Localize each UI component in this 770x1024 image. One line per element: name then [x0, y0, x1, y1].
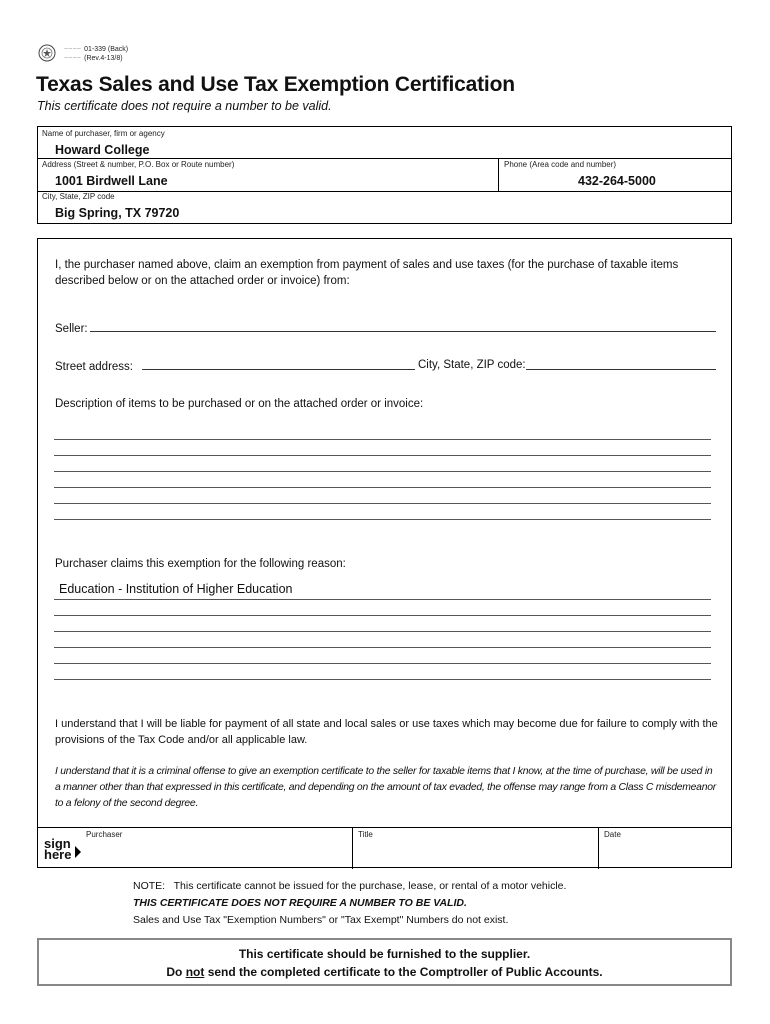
street-address-input-line[interactable]	[142, 369, 415, 370]
purchaser-name-field[interactable]: Howard College	[55, 143, 150, 157]
sign-here-marker: sign here	[44, 836, 72, 862]
seller-city-state-zip-label: City, State, ZIP code:	[418, 359, 526, 371]
purchaser-name-label: Name of purchaser, firm or agency	[42, 129, 165, 138]
do-not-send-text: Do not send the completed certificate to the Comptroller of Public Accounts.	[166, 965, 603, 979]
exemption-claim-box	[37, 238, 732, 868]
arrow-right-icon	[75, 846, 81, 858]
reason-line[interactable]	[54, 631, 711, 632]
criminal-offense-statement: I understand that it is a criminal offense to give an exemption certificate to the seller for taxable items that I know, at the time of purchase, will be used in a manner other than that expressed in this certificate, and depending on the amount of tax evaded, the offense may range from a Class C misdemeanor to a felony of the second degree.	[55, 766, 716, 809]
date-field[interactable]	[602, 840, 727, 868]
city-state-zip-field[interactable]: Big Spring, TX 79720	[55, 206, 180, 220]
address-label: Address (Street & number, P.O. Box or Route number)	[42, 160, 235, 169]
form-subtitle: This certificate does not require a number to be valid.	[37, 99, 332, 113]
purchaser-info-box	[37, 126, 732, 224]
description-line[interactable]	[54, 455, 711, 456]
exemption-numbers-note: Sales and Use Tax "Exemption Numbers" or "Tax Exempt" Numbers do not exist.	[133, 914, 509, 926]
form-revision: (Rev.4-13/8)	[84, 55, 123, 62]
form-number: 01-339 (Back)	[84, 46, 129, 53]
state-seal-icon	[36, 44, 58, 62]
signature-row	[38, 827, 731, 869]
reason-line[interactable]	[54, 647, 711, 648]
claim-statement: I, the purchaser named above, claim an exemption from payment of sales and use taxes (for the purchase of taxable items described below or on the attached order or invoice) from:	[55, 259, 679, 287]
seller-city-state-zip-input-line[interactable]	[526, 369, 716, 370]
furnish-to-supplier-text: This certificate should be furnished to the supplier.	[238, 947, 531, 961]
liability-statement: I understand that I will be liable for payment of all state and local sales or use taxes which may become due for failure to comply with the provisions of the Tax Code and/or all applicable law.	[55, 718, 718, 746]
city-state-zip-label: City, State, ZIP code	[42, 192, 115, 201]
reason-line[interactable]	[54, 679, 711, 680]
no-number-required-note: THIS CERTIFICATE DOES NOT REQUIRE A NUMBER TO BE VALID.	[133, 897, 467, 909]
title-field[interactable]	[356, 840, 596, 868]
reason-label: Purchaser claims this exemption for the following reason:	[55, 558, 346, 570]
seller-input-line[interactable]	[90, 331, 716, 332]
description-line[interactable]	[54, 503, 711, 504]
address-field[interactable]: 1001 Birdwell Lane	[55, 174, 168, 188]
description-line[interactable]	[54, 519, 711, 520]
reason-line[interactable]	[54, 663, 711, 664]
seller-label: Seller:	[55, 323, 88, 335]
street-address-label: Street address:	[55, 361, 133, 373]
purchaser-signature-field[interactable]	[84, 840, 349, 868]
description-label: Description of items to be purchased or on the attached order or invoice:	[55, 398, 424, 410]
form-identifier: ~~~~ 01-339 (Back) ~~~~ (Rev.4-13/8)	[64, 46, 129, 62]
form-title: Texas Sales and Use Tax Exemption Certification	[36, 73, 515, 96]
purchaser-signature-label: Purchaser	[86, 830, 123, 839]
title-label: Title	[358, 830, 373, 839]
date-label: Date	[604, 830, 621, 839]
description-line[interactable]	[54, 471, 711, 472]
reason-line[interactable]	[54, 599, 711, 600]
motor-vehicle-note: NOTE: This certificate cannot be issued for the purchase, lease, or rental of a motor vehicle.	[133, 880, 567, 892]
description-line[interactable]	[54, 439, 711, 440]
exemption-reason-field[interactable]: Education - Institution of Higher Education	[59, 582, 293, 596]
supplier-instruction-box	[37, 938, 732, 986]
phone-label: Phone (Area code and number)	[504, 160, 617, 169]
phone-field[interactable]: 432-264-5000	[578, 174, 656, 188]
description-line[interactable]	[54, 487, 711, 488]
reason-line[interactable]	[54, 615, 711, 616]
